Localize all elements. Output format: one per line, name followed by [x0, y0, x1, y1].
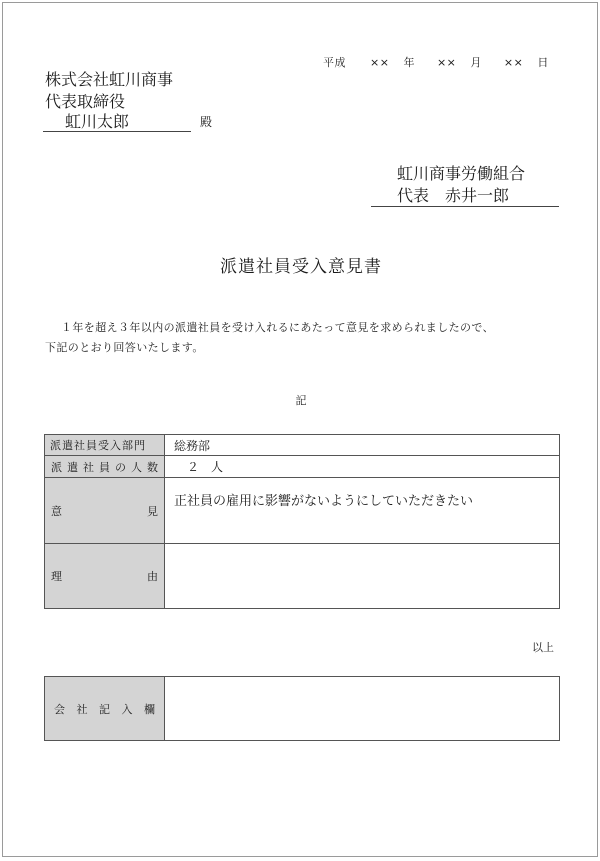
addressee-honorific: 殿 — [200, 115, 213, 129]
opinion-label-char: 意 — [51, 504, 62, 518]
closing-ijo: 以上 — [532, 641, 554, 654]
opinion-label-char: 見 — [147, 504, 158, 518]
headcount-label-char: 人 — [131, 460, 142, 474]
addressee-role: 代表取締役 — [45, 92, 126, 111]
headcount-label-char: 員 — [99, 460, 110, 474]
addressee-company: 株式会社虹川商事 — [45, 70, 174, 89]
opinion-row — [45, 478, 560, 544]
document-page — [2, 2, 598, 857]
opinion-value-cell[interactable] — [165, 478, 560, 544]
reason-row — [45, 544, 560, 609]
reason-label — [45, 568, 164, 584]
headcount-value-cell[interactable] — [165, 456, 560, 478]
addressee-underline — [43, 131, 191, 132]
department-label: 派遣社員受入部門 — [50, 439, 146, 452]
addressee-name: 虹川太郎 — [65, 112, 130, 131]
reason-label-char: 由 — [147, 570, 158, 583]
headcount-label-char: 遣 — [67, 460, 78, 474]
date-year-value: ×× — [370, 56, 390, 69]
headcount-label-char: 社 — [83, 460, 94, 474]
sender-representative: 代表 赤井一郎 — [397, 186, 510, 205]
department-label-cell — [45, 435, 165, 456]
company-entry-label — [46, 701, 163, 717]
date-day-unit: 日 — [537, 56, 549, 69]
opinion-form-table — [44, 434, 560, 609]
headcount-row — [45, 456, 560, 478]
company-entry-label-char: 記 — [99, 702, 110, 716]
reason-label-cell — [45, 544, 165, 609]
opinion-value: 正社員の雇用に影響がないようにしていただきたい — [174, 494, 474, 509]
company-entry-label-cell — [45, 677, 165, 741]
company-entry-label-char: 会 — [54, 702, 65, 716]
company-entry-table — [44, 676, 560, 741]
reason-value-cell[interactable] — [165, 544, 560, 609]
department-row — [45, 435, 560, 456]
opinion-label-cell — [45, 478, 165, 544]
company-entry-row — [45, 677, 560, 741]
company-entry-label-char: 入 — [121, 702, 133, 716]
headcount-label — [45, 459, 164, 475]
headcount-label-char: の — [115, 460, 126, 474]
date-month-unit: 月 — [470, 56, 482, 69]
date-day-value: ×× — [503, 56, 524, 69]
department-value: 総務部 — [174, 438, 211, 453]
reason-label-char: 理 — [51, 570, 62, 583]
document-date — [323, 54, 559, 70]
ki-heading: 記 — [295, 394, 307, 407]
body-text-line-2: 下記のとおり回答いたします。 — [45, 341, 204, 354]
department-value-cell[interactable] — [165, 435, 560, 456]
document-title: 派遣社員受入意見書 — [220, 257, 382, 277]
sender-underline — [371, 206, 559, 207]
date-month-value: ×× — [436, 56, 457, 69]
sender-organization: 虹川商事労働組合 — [397, 164, 526, 183]
date-era: 平成 — [323, 56, 346, 69]
headcount-label-char: 派 — [51, 460, 62, 474]
company-entry-label-char: 社 — [76, 702, 88, 716]
company-entry-label-char: 欄 — [144, 702, 155, 716]
headcount-value: ２ 人 — [187, 460, 224, 474]
company-entry-value-cell[interactable] — [165, 677, 560, 741]
headcount-label-cell — [45, 456, 165, 478]
headcount-label-char: 数 — [147, 460, 158, 474]
opinion-label — [45, 503, 164, 519]
body-text-line-1: １年を超え３年以内の派遣社員を受け入れるにあたって意見を求められましたので、 — [61, 321, 494, 334]
date-year-unit: 年 — [403, 56, 415, 69]
